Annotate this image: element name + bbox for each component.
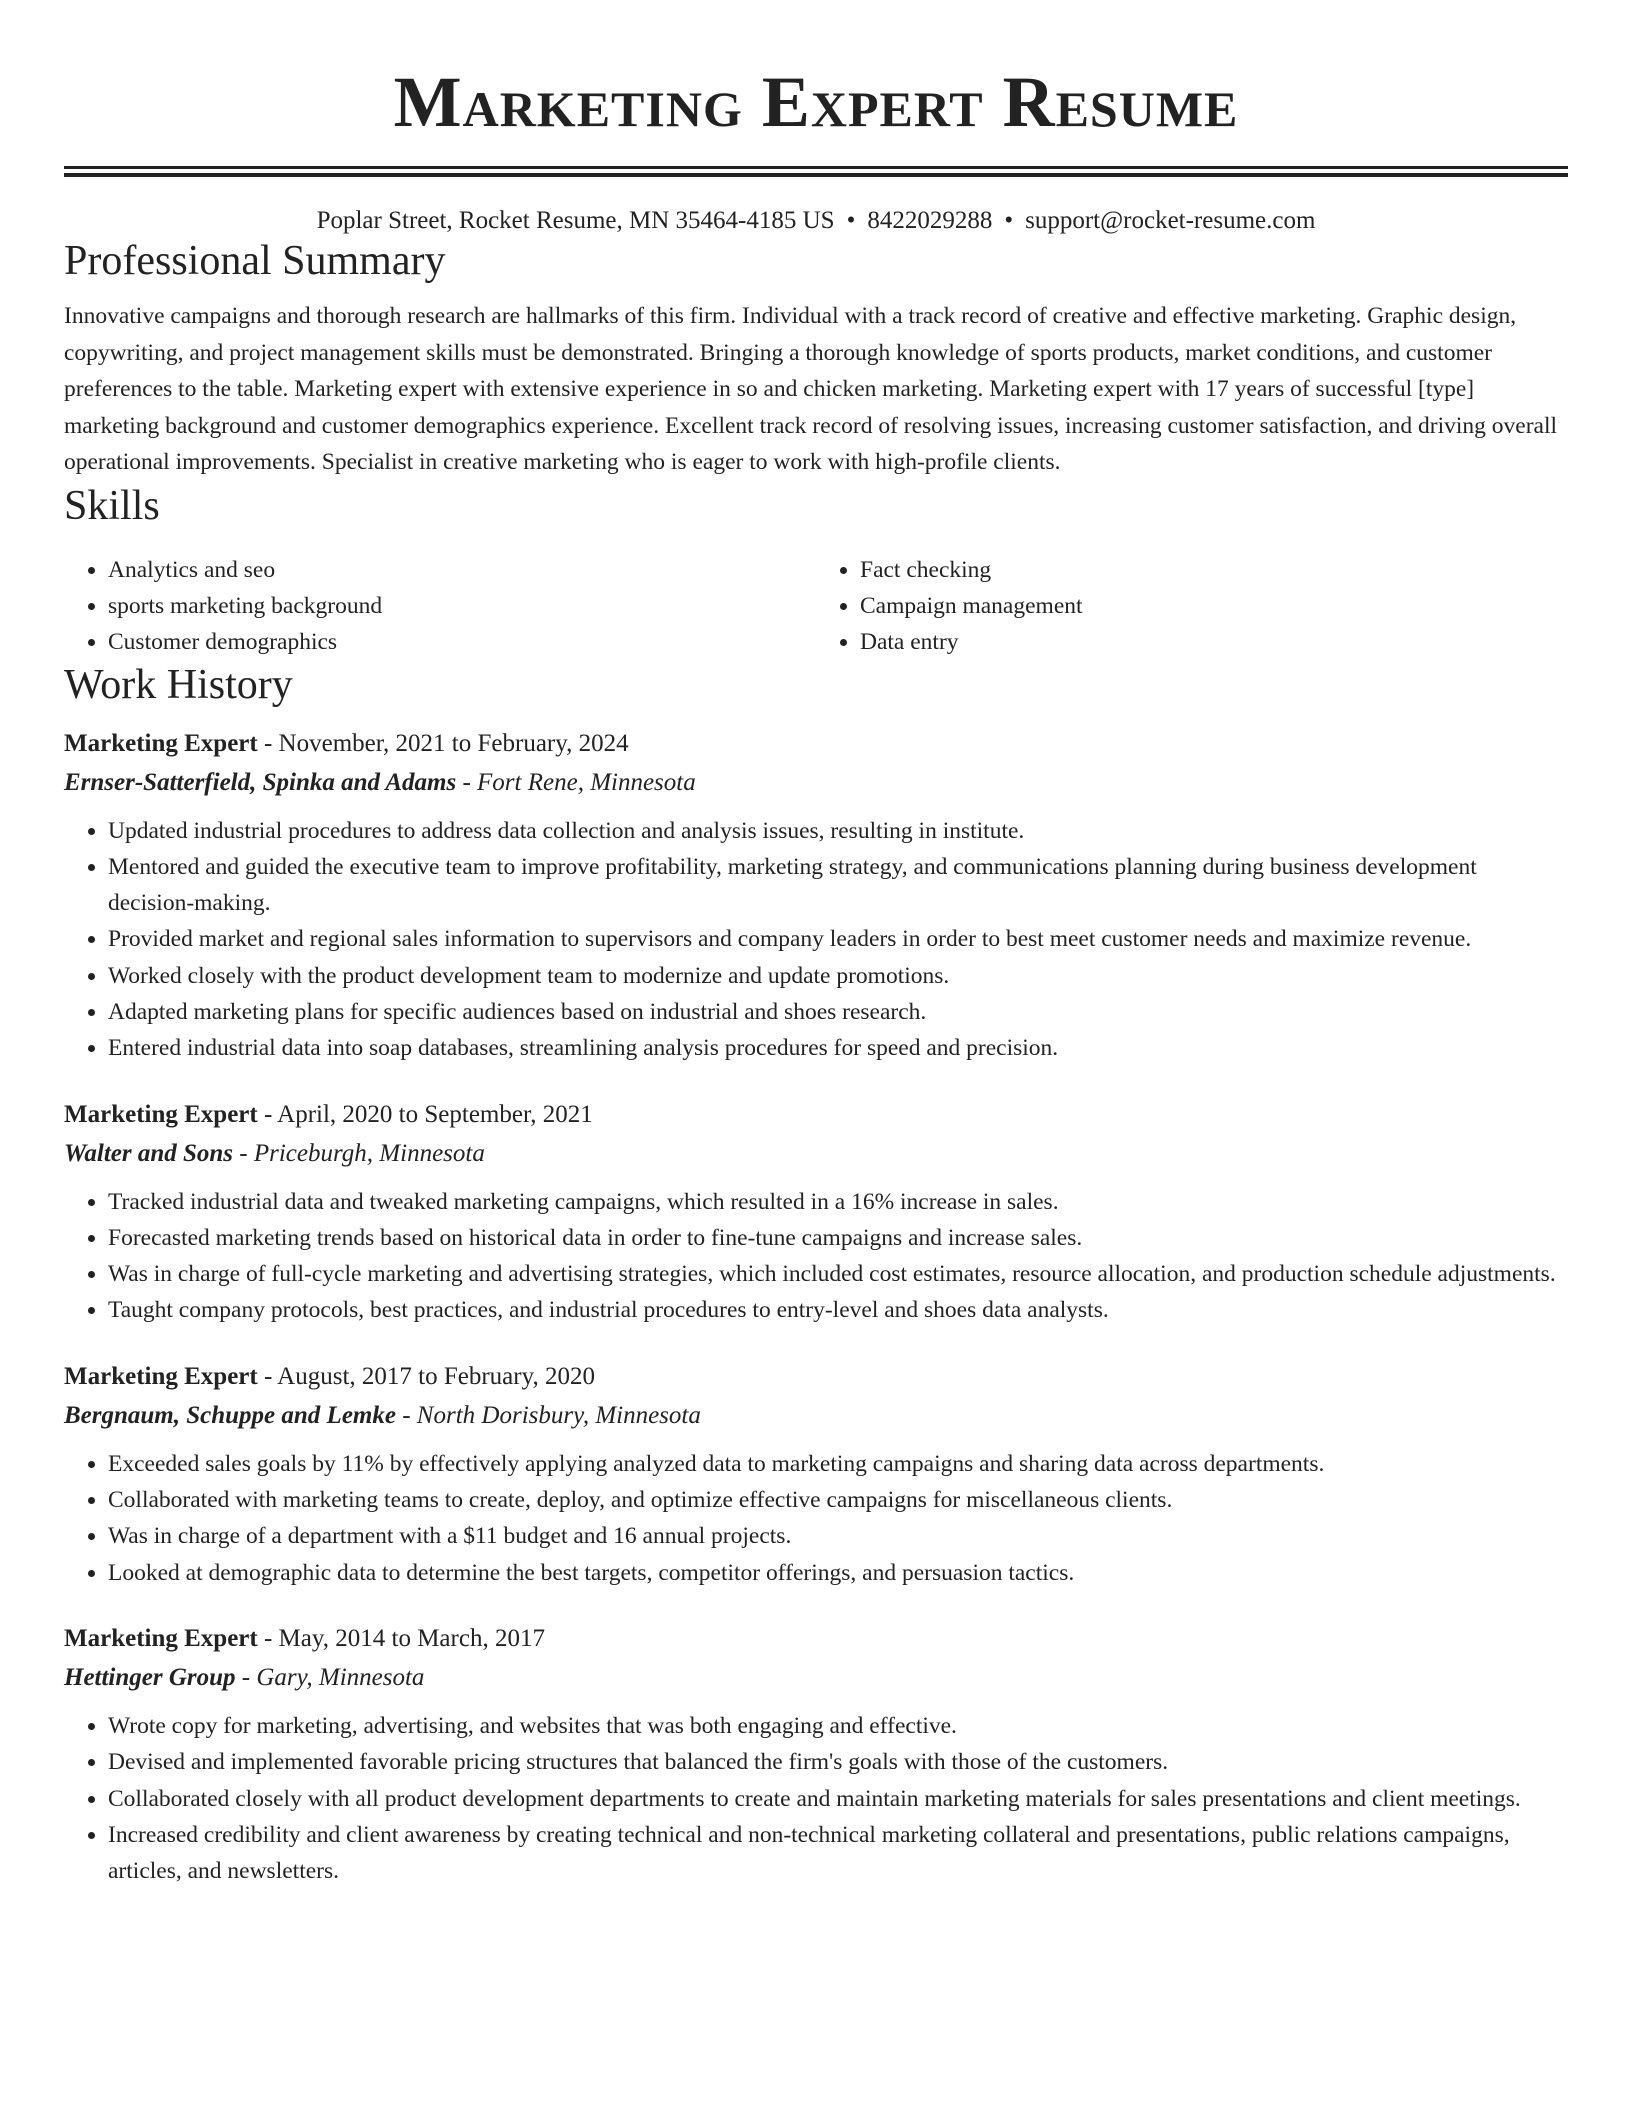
job-entry: [64, 1095, 1568, 1329]
job-bullet: • Tracked industrial data and tweaked marketing campaigns, which resulted in a 16% increase in sales.: [108, 1184, 1568, 1220]
job-bullet: • Was in charge of a department with a $11 budget and 16 annual projects.: [108, 1518, 1568, 1554]
job-bullet: • Adapted marketing plans for specific audiences based on industrial and shoes research.: [108, 994, 1568, 1030]
skill-item: • Campaign management: [860, 588, 1568, 624]
job-bullets: [64, 813, 1568, 1067]
job-location: - Fort Rene, Minnesota: [456, 768, 696, 796]
summary-heading: Professional Summary: [64, 238, 446, 284]
job-title: Marketing Expert: [64, 1362, 258, 1390]
job-bullet: • Devised and implemented favorable pricing structures that balanced the firm's goals with those of the customers.: [108, 1744, 1568, 1780]
job-bullet: • Wrote copy for marketing, advertising, and websites that was both engaging and effective.: [108, 1708, 1568, 1744]
job-bullets: [64, 1184, 1568, 1329]
skill-item: • sports marketing background: [108, 588, 816, 624]
job-dates: - May, 2014 to March, 2017: [257, 1624, 545, 1652]
job-location: - Priceburgh, Minnesota: [233, 1139, 485, 1167]
contact-line: [64, 206, 1568, 236]
job-bullets: [64, 1708, 1568, 1889]
title-double-rule: [64, 166, 1568, 177]
job-title-line: [64, 724, 1568, 763]
skill-item: • Fact checking: [860, 552, 1568, 588]
job-bullet: • Collaborated with marketing teams to create, deploy, and optimize effective campaigns for miscellaneous clients.: [108, 1482, 1568, 1518]
contact-separator: •: [1004, 207, 1014, 234]
job-bullet: • Was in charge of full-cycle marketing and advertising strategies, which included cost estimates, resource allocation, and production schedule adjustments.: [108, 1256, 1568, 1292]
job-dates: - August, 2017 to February, 2020: [257, 1362, 595, 1390]
job-company: Hettinger Group: [64, 1663, 236, 1691]
job-title: Marketing Expert: [64, 729, 258, 757]
job-bullet: • Increased credibility and client awareness by creating technical and non-technical marketing collateral and presentations, public relations campaigns, articles, and newsletters.: [108, 1817, 1568, 1890]
resume-title: Marketing Expert Resume: [393, 62, 1239, 142]
job-location: - North Dorisbury, Minnesota: [395, 1401, 701, 1429]
skills-column-right: [816, 552, 1568, 660]
job-company: Bergnaum, Schuppe and Lemke: [64, 1401, 396, 1429]
skills-column-left: [64, 552, 816, 660]
job-bullet: • Mentored and guided the executive team to improve profitability, marketing strategy, and communications planning during business development decision-making.: [108, 849, 1568, 922]
job-bullet: • Provided market and regional sales information to supervisors and company leaders in order to best meet customer needs and maximize revenue.: [108, 921, 1568, 957]
skill-item: • Data entry: [860, 624, 1568, 660]
skill-item: • Customer demographics: [108, 624, 816, 660]
job-entry: [64, 724, 1568, 1067]
job-company-line: [64, 763, 1568, 802]
job-bullet: • Worked closely with the product development team to modernize and update promotions.: [108, 958, 1568, 994]
job-bullet: • Updated industrial procedures to address data collection and analysis issues, resulting in institute.: [108, 813, 1568, 849]
skills-heading: Skills: [64, 482, 160, 529]
job-title: Marketing Expert: [64, 1100, 258, 1128]
job-bullet: • Exceeded sales goals by 11% by effectively applying analyzed data to marketing campaigns and sharing data across departments.: [108, 1446, 1568, 1482]
contact-phone: 8422029288: [867, 207, 993, 234]
job-company: Walter and Sons: [64, 1139, 234, 1167]
skill-item: • Analytics and seo: [108, 552, 816, 588]
summary-text: Innovative campaigns and thorough research are hallmarks of this firm. Individual with a track record of creative and effective marketing. Graphic design, copywriting, and project management skills must be demonstrated. Bringing a thorough knowledge of sports products, market conditions, and customer preferences to the table. Marketing expert with extensive experience in so and chicken marketing. Marketing expert with 17 years of successful [type] marketing background and customer demographics experience. Excellent track record of resolving issues, increasing customer satisfaction, and driving overall operational improvements. Specialist in creative marketing who is eager to work with high-profile clients.: [64, 303, 1558, 475]
job-dates: - November, 2021 to February, 2024: [257, 729, 629, 757]
job-location: - Gary, Minnesota: [235, 1663, 425, 1691]
job-entry: [64, 1619, 1568, 1889]
job-bullets: [64, 1446, 1568, 1591]
job-entry: [64, 1357, 1568, 1591]
skills-list: [64, 552, 1568, 660]
job-title-line: [64, 1619, 1568, 1658]
contact-address: Poplar Street, Rocket Resume, MN 35464-4185 US: [316, 207, 835, 234]
job-bullet: • Looked at demographic data to determine the best targets, competitor offerings, and persuasion tactics.: [108, 1555, 1568, 1591]
job-bullet: • Entered industrial data into soap databases, streamlining analysis procedures for speed and precision.: [108, 1030, 1568, 1066]
job-dates: - April, 2020 to September, 2021: [257, 1100, 593, 1128]
job-company-line: [64, 1658, 1568, 1697]
job-bullet: • Forecasted marketing trends based on historical data in order to fine-tune campaigns and increase sales.: [108, 1220, 1568, 1256]
job-title-line: [64, 1357, 1568, 1396]
job-bullet: • Collaborated closely with all product development departments to create and maintain marketing materials for sales presentations and client meetings.: [108, 1781, 1568, 1817]
contact-separator: •: [846, 207, 856, 234]
job-title: Marketing Expert: [64, 1624, 258, 1652]
job-company-line: [64, 1396, 1568, 1435]
job-company-line: [64, 1134, 1568, 1173]
contact-email: support@rocket-resume.com: [1025, 207, 1316, 234]
job-company: Ernser-Satterfield, Spinka and Adams: [64, 768, 457, 796]
job-bullet: • Taught company protocols, best practices, and industrial procedures to entry-level and shoes data analysts.: [108, 1292, 1568, 1328]
work-history-heading: Work History: [64, 661, 293, 708]
job-title-line: [64, 1095, 1568, 1134]
